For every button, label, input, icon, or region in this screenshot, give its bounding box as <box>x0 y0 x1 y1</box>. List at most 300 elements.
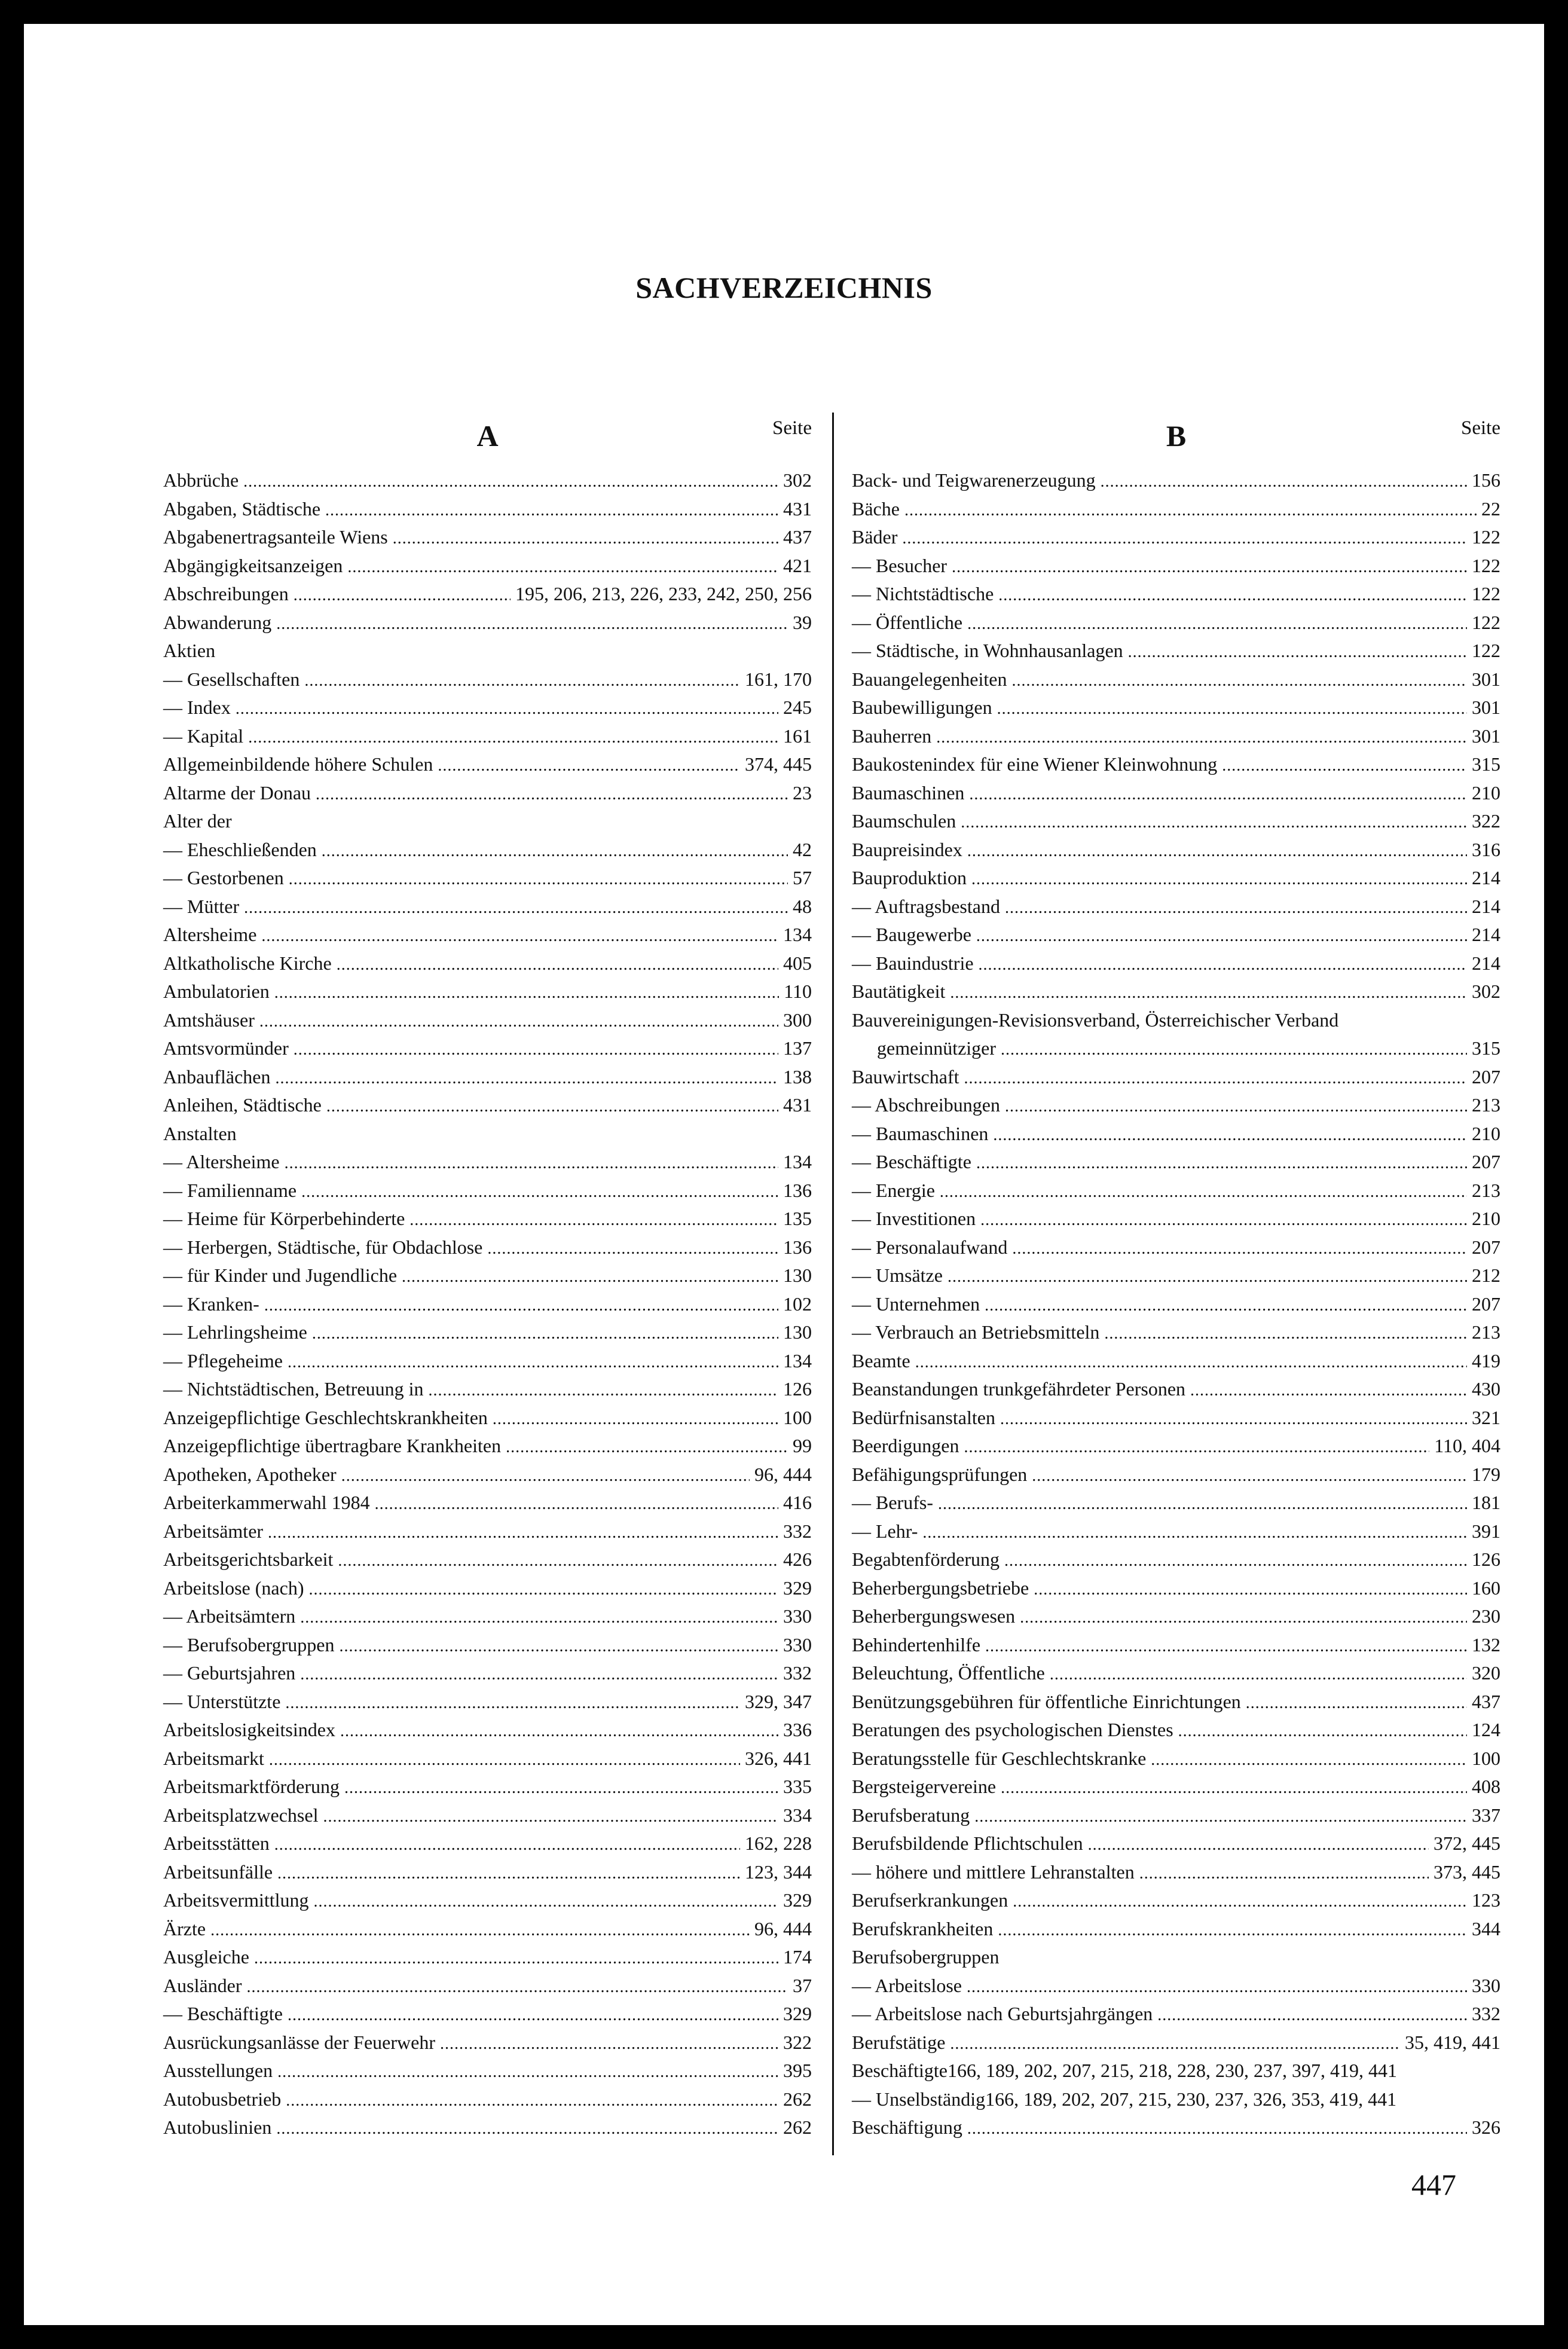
dot-leader <box>428 1375 778 1405</box>
index-entry <box>163 1034 812 1063</box>
entry-pages: 96, 444 <box>754 1917 812 1939</box>
index-entry <box>852 580 1500 609</box>
index-entry <box>852 750 1500 779</box>
index-entry <box>852 523 1500 552</box>
entry-term: — Eheschließenden <box>163 838 317 860</box>
dot-leader <box>409 1205 778 1235</box>
entry-pages: 179 <box>1472 1463 1500 1485</box>
entry-term: Abbrüche <box>163 469 239 491</box>
dot-leader <box>1004 1545 1467 1575</box>
dot-leader <box>244 893 788 923</box>
entry-pages: 320 <box>1472 1662 1500 1684</box>
entry-pages: 174 <box>783 1946 812 1968</box>
entry-term: — Pflegeheime <box>163 1349 283 1371</box>
dot-leader <box>316 779 788 809</box>
entry-pages: 210 <box>1472 1208 1500 1229</box>
index-entry <box>852 1233 1500 1262</box>
dot-leader <box>997 694 1467 723</box>
entry-term: — Umsätze <box>852 1264 943 1286</box>
entry-pages: 391 <box>1472 1520 1500 1542</box>
dot-leader <box>1128 637 1467 667</box>
entry-pages: 437 <box>783 526 812 548</box>
index-entry <box>163 2029 812 2057</box>
dot-leader <box>304 665 740 695</box>
index-entry <box>852 2085 1500 2114</box>
dot-leader <box>967 609 1467 639</box>
index-entry <box>852 1688 1500 1716</box>
entry-pages: 161 <box>783 725 812 747</box>
dot-leader <box>300 1602 778 1632</box>
entry-term: gemeinnütziger <box>877 1037 997 1059</box>
entry-pages: 437 <box>1472 1690 1500 1712</box>
entry-pages: 245 <box>783 697 812 718</box>
index-entry <box>163 1829 812 1858</box>
dot-leader <box>259 1006 778 1036</box>
index-entry <box>852 1404 1500 1432</box>
index-entry <box>163 1972 812 2000</box>
entry-pages: 326 <box>1472 2116 1500 2138</box>
entry-list <box>852 466 1500 2142</box>
entry-term: — Berufs- <box>852 1492 933 1513</box>
dot-leader <box>277 2057 778 2087</box>
index-entry <box>852 949 1500 978</box>
dot-leader <box>275 1063 778 1093</box>
entry-pages: 230 <box>1472 1605 1500 1627</box>
entry-term: Beanstandungen trunkgefährdeter Personen <box>852 1378 1186 1400</box>
entry-pages: 395 <box>783 2060 812 2081</box>
entry-pages: 110, 404 <box>1434 1435 1500 1456</box>
index-entry <box>163 1233 812 1262</box>
entry-pages: 405 <box>783 952 812 974</box>
index-entry <box>163 1091 812 1120</box>
dot-leader <box>922 1517 1467 1547</box>
index-entry <box>163 1120 812 1148</box>
dot-leader <box>487 1233 778 1263</box>
index-entry <box>163 1290 812 1319</box>
entry-pages: 57 <box>793 867 812 888</box>
index-entry <box>852 1261 1500 1290</box>
index-entry <box>852 1773 1500 1801</box>
entry-pages: 431 <box>783 1094 812 1116</box>
entry-term: — Besucher <box>852 554 947 576</box>
dot-leader <box>974 1801 1467 1831</box>
dot-leader <box>1005 893 1467 923</box>
entry-term: Arbeitsplatzwechsel <box>163 1804 319 1826</box>
dot-leader <box>264 1290 778 1320</box>
entry-pages: 301 <box>1472 697 1500 718</box>
entry-term: Ausrückungsanlässe der Feuerwehr <box>163 2031 435 2053</box>
index-entry <box>163 523 812 552</box>
entry-term: Bauherren <box>852 725 932 747</box>
entry-pages: 123 <box>1472 1889 1500 1911</box>
entry-term: — für Kinder und Jugendliche <box>163 1264 398 1286</box>
index-entry <box>852 466 1500 495</box>
entry-term: — Familienname <box>163 1179 297 1201</box>
entry-term: Arbeiterkammerwahl 1984 <box>163 1492 370 1513</box>
entry-term: — Beschäftigte <box>163 2003 283 2024</box>
index-entry <box>852 722 1500 751</box>
entry-term: Arbeitsunfälle <box>163 1861 273 1883</box>
entry-pages: 329 <box>783 1577 812 1599</box>
entry-term: Berufskrankheiten <box>852 1917 994 1939</box>
entry-term: — Nichtstädtische <box>852 583 994 604</box>
index-entry <box>852 1148 1500 1177</box>
index-entry <box>852 1829 1500 1858</box>
dot-leader <box>950 978 1467 1007</box>
entry-pages: 126 <box>783 1378 812 1400</box>
entry-term: — Öffentliche <box>852 611 963 633</box>
seite-label: Seite <box>772 417 812 439</box>
entry-pages: 135 <box>783 1208 812 1229</box>
index-entry <box>852 1091 1500 1120</box>
dot-leader <box>976 921 1467 951</box>
entry-pages: 130 <box>783 1264 812 1286</box>
entry-pages: 213 <box>1472 1179 1500 1201</box>
dot-leader <box>347 552 778 582</box>
entry-term: Arbeitsgerichtsbarkeit <box>163 1548 334 1570</box>
entry-pages: 326, 441 <box>745 1747 812 1769</box>
page-number: 447 <box>1411 2168 1456 2201</box>
entry-pages: 110 <box>784 980 812 1002</box>
dot-leader <box>1034 1574 1467 1604</box>
entry-pages: 408 <box>1472 1776 1500 1797</box>
entry-term: Ärzte <box>163 1917 206 1939</box>
entry-term: Baumaschinen <box>852 781 965 804</box>
index-entry <box>163 1574 812 1603</box>
entry-pages: 161, 170 <box>745 668 812 690</box>
entry-term: Arbeitsvermittlung <box>163 1889 309 1911</box>
entry-pages: 322 <box>1472 810 1500 832</box>
entry-term: — Kapital <box>163 725 244 747</box>
entry-term: — Kranken- <box>163 1293 259 1315</box>
entry-term: — Lehrlingsheime <box>163 1321 307 1343</box>
entry-term: Altarme der Donau <box>163 781 311 804</box>
entry-term: Ambulatorien <box>163 980 270 1002</box>
index-entry <box>852 637 1500 665</box>
entry-pages: 99 <box>793 1435 812 1456</box>
seite-label: Seite <box>1461 417 1500 439</box>
dot-leader <box>506 1432 788 1462</box>
entry-pages: 136 <box>783 1236 812 1258</box>
entry-pages: 22 <box>1481 497 1500 520</box>
index-entry <box>163 978 812 1006</box>
dot-leader <box>393 523 778 553</box>
index-entry <box>852 1716 1500 1745</box>
index-entry <box>852 1745 1500 1773</box>
dot-leader <box>1151 1745 1467 1774</box>
index-entry <box>163 1148 812 1177</box>
index-entry <box>852 2000 1500 2029</box>
dot-leader <box>277 1858 740 1888</box>
entry-pages: 431 <box>783 497 812 520</box>
entry-term: Baubewilligungen <box>852 697 992 718</box>
index-entry <box>163 694 812 722</box>
dot-leader <box>1013 1886 1467 1916</box>
entry-term: Bauvereinigungen-Revisionsverband, Österreichischer Verband <box>852 1009 1339 1031</box>
entry-pages: 214 <box>1472 895 1500 917</box>
entry-term: Beleuchtung, Öffentliche <box>852 1662 1045 1684</box>
dot-leader <box>967 1972 1467 2002</box>
entry-term: Beherbergungswesen <box>852 1605 1016 1627</box>
entry-pages: 126 <box>1472 1548 1500 1570</box>
dot-leader <box>1011 665 1467 695</box>
dot-leader <box>286 2085 778 2115</box>
entry-term: Abgängigkeitsanzeigen <box>163 554 343 576</box>
entry-term: — Lehr- <box>852 1520 918 1542</box>
entry-term: Bäche <box>852 497 900 520</box>
entry-term: Berufsbildende Pflichtschulen <box>852 1832 1083 1854</box>
index-entry <box>163 1432 812 1461</box>
index-entry <box>163 637 812 665</box>
entry-pages: 300 <box>783 1009 812 1031</box>
dot-leader <box>980 1205 1467 1235</box>
entry-pages: 421 <box>783 554 812 576</box>
index-entry <box>852 1063 1500 1092</box>
index-entry <box>163 949 812 978</box>
index-entry <box>163 1375 812 1404</box>
entry-pages: 195, 206, 213, 226, 233, 242, 250, 256 <box>515 583 812 604</box>
entry-term: Anleihen, Städtische <box>163 1094 322 1116</box>
index-entry <box>852 552 1500 581</box>
entry-pages: 430 <box>1472 1378 1500 1400</box>
entry-pages: 96, 444 <box>754 1463 812 1485</box>
page-title: SACHVERZEICHNIS <box>635 271 933 304</box>
entry-term: Amtsvormünder <box>163 1037 289 1059</box>
dot-leader <box>325 495 778 525</box>
index-entry <box>163 580 812 609</box>
entry-term: — Unternehmen <box>852 1293 980 1315</box>
entry-pages: 134 <box>783 1349 812 1371</box>
dot-leader <box>964 1432 1430 1462</box>
dot-leader <box>294 580 511 610</box>
index-entry <box>852 2057 1500 2085</box>
entry-term: Bedürfnisanstalten <box>852 1406 995 1428</box>
index-entry <box>852 1602 1500 1631</box>
entry-pages: 207 <box>1472 1236 1500 1258</box>
entry-term: — Personalaufwand <box>852 1236 1008 1258</box>
dot-leader <box>326 1091 778 1121</box>
index-entry <box>163 609 812 637</box>
index-entry <box>163 1545 812 1574</box>
entry-pages: 329 <box>783 1889 812 1911</box>
dot-leader <box>1190 1375 1467 1405</box>
entry-pages: 214 <box>1472 867 1500 888</box>
entry-term: Anstalten <box>163 1122 237 1144</box>
entry-term: — Mütter <box>163 895 240 917</box>
index-entry <box>163 864 812 893</box>
index-entry <box>852 665 1500 694</box>
dot-leader <box>998 580 1467 610</box>
index-entry <box>852 1318 1500 1347</box>
entry-pages: 315 <box>1472 753 1500 775</box>
index-entry <box>163 552 812 581</box>
entry-term: — Energie <box>852 1179 935 1201</box>
entry-term: — Geburtsjahren <box>163 1662 296 1684</box>
index-entry <box>852 609 1500 637</box>
dot-leader <box>289 864 788 894</box>
dot-leader <box>969 779 1467 809</box>
index-entry <box>852 694 1500 722</box>
index-entry <box>852 1631 1500 1660</box>
index-entry <box>852 1375 1500 1404</box>
dot-leader <box>254 1943 778 1973</box>
entry-term: Amtshäuser <box>163 1009 255 1031</box>
entry-term: Arbeitsmarktförderung <box>163 1776 340 1797</box>
entry-term: Beerdigungen <box>852 1435 959 1456</box>
dot-leader <box>961 807 1467 837</box>
entry-term: — Unselbständig <box>852 2088 986 2110</box>
entry-pages: 426 <box>783 1548 812 1570</box>
index-entry <box>163 1943 812 1972</box>
entry-pages: 207 <box>1472 1293 1500 1315</box>
dot-leader <box>323 1801 778 1831</box>
entry-pages: 181 <box>1472 1492 1500 1513</box>
dot-leader <box>998 1915 1467 1945</box>
entry-term: Abwanderung <box>163 611 272 633</box>
dot-leader <box>274 978 779 1007</box>
entry-pages: 136 <box>783 1179 812 1201</box>
entry-term: Beratungsstelle für Geschlechtskranke <box>852 1747 1147 1769</box>
dot-leader <box>322 836 788 866</box>
column-divider <box>832 413 834 2155</box>
entry-pages: 330 <box>783 1633 812 1655</box>
entry-pages: 214 <box>1472 952 1500 974</box>
entry-pages: 302 <box>1472 980 1500 1002</box>
dot-leader <box>915 1347 1467 1377</box>
entry-pages: 132 <box>1472 1633 1500 1655</box>
index-entry <box>163 836 812 865</box>
entry-term: Beschäftigung <box>852 2116 962 2138</box>
index-entry <box>163 2000 812 2029</box>
entry-term: — Investitionen <box>852 1208 976 1229</box>
entry-pages: 329 <box>783 2003 812 2024</box>
entry-pages: 344 <box>1472 1917 1500 1939</box>
entry-pages: 138 <box>783 1065 812 1088</box>
index-entry <box>852 978 1500 1006</box>
entry-pages: 301 <box>1472 725 1500 747</box>
index-entry <box>852 1972 1500 2000</box>
entry-pages: 419 <box>1472 1349 1500 1371</box>
dot-leader <box>308 1574 778 1604</box>
index-entry <box>852 1290 1500 1319</box>
dot-leader <box>976 1148 1467 1178</box>
index-entry <box>163 1745 812 1773</box>
dot-leader <box>440 2029 778 2058</box>
index-entry <box>163 1261 812 1290</box>
entry-pages: 122 <box>1472 611 1500 633</box>
index-entry <box>163 1347 812 1376</box>
entry-term: Allgemeinbildende höhere Schulen <box>163 753 433 775</box>
index-entry <box>163 1801 812 1830</box>
entry-pages: 100 <box>783 1406 812 1428</box>
entry-term: — Auftragsbestand <box>852 895 1000 917</box>
entry-pages: 373, 445 <box>1433 1861 1500 1883</box>
entry-term: Arbeitsmarkt <box>163 1747 264 1769</box>
entry-pages: 262 <box>783 2116 812 2138</box>
index-entry <box>163 1858 812 1887</box>
entry-term: Alter der <box>163 810 232 832</box>
index-entry <box>852 921 1500 949</box>
entry-pages: 35, 419, 441 <box>1405 2031 1500 2053</box>
entry-term: Arbeitslose (nach) <box>163 1577 304 1599</box>
entry-pages: 210 <box>1472 781 1500 804</box>
dot-leader <box>337 949 778 979</box>
entry-pages: 416 <box>783 1492 812 1513</box>
index-entry <box>852 495 1500 524</box>
dot-leader <box>276 609 788 639</box>
dot-leader <box>294 1034 778 1064</box>
dot-leader <box>904 495 1477 525</box>
index-entry <box>852 1517 1500 1546</box>
dot-leader <box>1005 1091 1467 1121</box>
entry-pages: 372, 445 <box>1433 1832 1500 1854</box>
entry-term: Berufsobergruppen <box>852 1946 1000 1968</box>
dot-leader <box>288 2000 778 2030</box>
index-entry <box>852 1006 1500 1035</box>
entry-term: Abgabenertragsanteile Wiens <box>163 526 388 548</box>
index-entry <box>852 2029 1500 2057</box>
index-entry <box>163 1659 812 1688</box>
entry-pages: 374, 445 <box>745 753 812 775</box>
index-entry <box>163 722 812 751</box>
index-entry <box>163 1688 812 1716</box>
dot-leader <box>210 1915 750 1945</box>
entry-term: Autobuslinien <box>163 2116 272 2138</box>
index-entry <box>163 1631 812 1660</box>
entry-term: Berufsberatung <box>852 1804 970 1826</box>
dot-leader <box>248 722 778 752</box>
dot-leader <box>1222 750 1467 780</box>
dot-leader <box>964 1063 1468 1093</box>
dot-leader <box>402 1261 778 1291</box>
entry-pages: 302 <box>783 469 812 491</box>
dot-leader <box>341 1461 750 1490</box>
dot-leader <box>1157 2000 1467 2030</box>
entry-pages: 330 <box>1472 1974 1500 1996</box>
dot-leader <box>938 1489 1467 1519</box>
index-entry <box>163 1006 812 1035</box>
dot-leader <box>993 1120 1467 1150</box>
entry-pages: 214 <box>1472 924 1500 945</box>
index-entry <box>852 836 1500 865</box>
dot-leader <box>261 921 778 951</box>
entry-term: — Index <box>163 697 231 718</box>
entry-term: Bauproduktion <box>852 867 967 888</box>
entry-pages: 160 <box>1472 1577 1500 1599</box>
entry-term: Ausstellungen <box>163 2060 273 2081</box>
entry-term: Anbauflächen <box>163 1065 271 1088</box>
entry-term: — höhere und mittlere Lehranstalten <box>852 1861 1135 1883</box>
index-entry <box>163 495 812 524</box>
column-header <box>163 389 812 466</box>
entry-pages: 207 <box>1472 1151 1500 1172</box>
dot-leader <box>1246 1688 1467 1718</box>
dot-leader <box>936 722 1467 752</box>
index-entry <box>163 1318 812 1347</box>
entry-pages: 166, 189, 202, 207, 215, 230, 237, 326, 353, 419, 441 <box>985 2088 1397 2110</box>
index-entry <box>163 466 812 495</box>
index-entry <box>163 1177 812 1205</box>
entry-term: — Städtische, in Wohnhausanlagen <box>852 640 1123 661</box>
dot-leader <box>236 694 778 723</box>
dot-leader <box>274 1829 740 1859</box>
entry-term: — Arbeitslose <box>852 1974 962 1996</box>
entry-term: — Abschreibungen <box>852 1094 1000 1116</box>
entry-term: — Gesellschaften <box>163 668 300 690</box>
column-b <box>852 389 1500 2142</box>
dot-leader <box>1000 1404 1467 1434</box>
dot-leader <box>1178 1716 1467 1746</box>
